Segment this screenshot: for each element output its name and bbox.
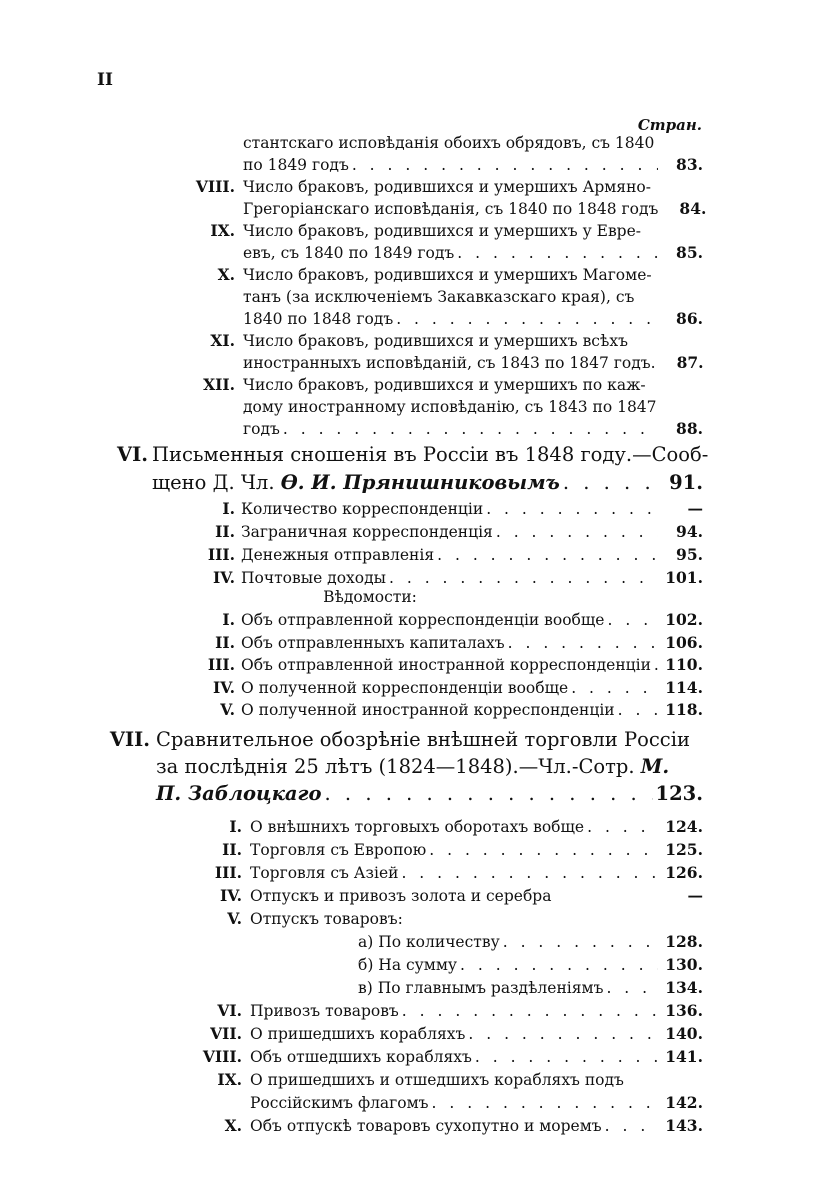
entry-page: 101.	[665, 568, 703, 587]
leader-dots	[437, 544, 658, 566]
entry-page: —	[687, 886, 703, 905]
toc-row	[180, 954, 703, 976]
toc-row	[180, 862, 703, 884]
entry-title: Привозъ товаровъ	[250, 1002, 399, 1020]
leader-dots	[401, 862, 658, 884]
entry-page: 141.	[665, 1047, 703, 1066]
entry-number: IX.	[217, 1070, 242, 1089]
leader-dots	[605, 1115, 658, 1137]
toc-row	[190, 242, 703, 264]
entry-page: 86.	[676, 309, 703, 328]
entry-title: Объ отправленныхъ капиталахъ	[241, 633, 505, 652]
entry-title: Денежныя отправленія	[241, 546, 435, 564]
entry-title: по 1849 годъ	[243, 156, 349, 174]
toc-row	[190, 154, 703, 176]
leader-dots	[475, 1046, 658, 1068]
leader-dots	[457, 242, 658, 264]
entry-number: III.	[214, 863, 242, 882]
entry-page: 91.	[669, 471, 703, 494]
section-heading	[100, 752, 703, 782]
entry-title: О пришедшихъ корабляхъ	[250, 1025, 466, 1043]
entry-title: Число браковъ, родившихся и умершихъ у Евре-	[243, 222, 641, 240]
entry-number: V.	[227, 909, 242, 928]
entry-page: 142.	[665, 1093, 703, 1112]
entry-title: танъ (за исключеніемъ Закавказскаго края), съ	[243, 288, 635, 306]
entry-number: I.	[222, 610, 235, 629]
entry-page: 140.	[665, 1024, 703, 1043]
leader-dots	[606, 977, 658, 999]
author-name: П. Заблоцкаго	[156, 782, 322, 805]
toc-row	[180, 1046, 703, 1068]
entry-title: иностранныхъ исповѣданій, съ 1843 по 1847 годъ.	[243, 354, 656, 372]
leader-dots	[563, 468, 658, 498]
entry-page: 83.	[676, 155, 703, 174]
leader-dots	[503, 931, 658, 953]
toc-row	[180, 1069, 703, 1091]
entry-title: О полученной корреспонденціи вообще	[241, 678, 569, 697]
entry-title: Сравнительное обозрѣніе внѣшней торговли Россіи	[156, 728, 690, 751]
entry-title: Грегоріанскаго исповѣданія, съ 1840 по 1848 годъ	[243, 200, 659, 218]
entry-title: Заграничная корреспонденція	[241, 523, 493, 541]
leader-dots	[283, 418, 658, 440]
entry-page: 143.	[665, 1116, 703, 1135]
toc-row	[190, 632, 703, 654]
toc-row	[190, 654, 703, 676]
toc-row	[190, 418, 703, 440]
leader-dots	[587, 816, 658, 838]
entry-title: годъ	[243, 420, 280, 438]
entry-page: 87.	[676, 353, 704, 372]
leader-dots	[618, 699, 658, 721]
toc-row	[190, 308, 703, 330]
section-heading	[100, 440, 709, 470]
statements-subheading: Вѣдомости:	[323, 588, 417, 606]
toc-row	[190, 132, 703, 154]
entry-page: 88.	[676, 419, 703, 438]
entry-title: Почтовые доходы	[241, 569, 386, 587]
entry-title: О пришедшихъ и отшедшихъ корабляхъ подъ	[250, 1071, 624, 1089]
entry-number: V.	[220, 700, 235, 719]
entry-page: 123.	[655, 782, 703, 805]
entry-title: Число браковъ, родившихся и умершихъ Армяно-	[243, 178, 651, 196]
entry-number: II.	[215, 632, 235, 652]
toc-row	[190, 374, 703, 396]
toc-row	[190, 286, 703, 308]
entry-title: 1840 по 1848 годъ	[243, 310, 394, 328]
entry-title: в) По главнымъ раздѣленіямъ	[358, 979, 604, 997]
leader-dots	[654, 654, 658, 676]
leader-dots	[496, 521, 658, 543]
entry-number: X.	[224, 1116, 242, 1135]
entry-title: за послѣднія 25 лѣтъ (1824—1848).—Чл.-Сотр. М.	[156, 755, 670, 778]
entry-number: VI.	[217, 1001, 242, 1020]
toc-row	[190, 567, 703, 589]
entry-title: Письменныя сношенія въ Россіи въ 1848 году.—Сооб-	[152, 443, 709, 466]
entry-page: 106.	[665, 632, 703, 652]
entry-number: I.	[222, 499, 235, 518]
toc-row	[180, 1092, 703, 1114]
toc-row	[190, 396, 703, 418]
entry-title: Число браковъ, родившихся и умершихъ Магоме-	[243, 266, 652, 284]
leader-dots	[432, 1092, 658, 1114]
entry-number: III.	[207, 545, 235, 564]
entry-page: 126.	[665, 863, 703, 882]
toc-row	[190, 521, 703, 543]
toc-row	[180, 839, 703, 861]
entry-number: VIII.	[195, 177, 235, 196]
entry-page: 118.	[665, 700, 703, 719]
entry-number: XII.	[203, 375, 235, 394]
leader-dots	[468, 1023, 658, 1045]
entry-page: 85.	[676, 243, 703, 262]
entry-page: 114.	[665, 677, 703, 697]
entry-number: IV.	[213, 677, 235, 697]
entry-title: евъ, съ 1840 по 1849 годъ	[243, 244, 455, 262]
toc-row	[180, 1000, 703, 1022]
toc-row	[190, 198, 707, 220]
toc-row	[190, 609, 703, 631]
toc-row	[190, 544, 703, 566]
entry-number: VIII.	[202, 1047, 242, 1066]
toc-row	[190, 330, 703, 352]
entry-title: Объ отправленной иностранной корреспонденціи	[241, 656, 651, 674]
entry-title: Торговля съ Европою	[250, 841, 427, 859]
entry-number: II.	[215, 522, 235, 541]
toc-row	[180, 816, 703, 838]
entry-title: Количество корреспонденціи	[241, 500, 484, 518]
entry-number: VII.	[210, 1024, 242, 1043]
leader-dots	[571, 677, 658, 699]
toc-row	[190, 699, 703, 721]
entry-number: IV.	[213, 568, 235, 587]
author-name: Ѳ. И. Прянишниковымъ	[280, 471, 560, 494]
toc-row	[180, 1023, 703, 1045]
toc-row	[180, 885, 703, 907]
entry-page: —	[687, 499, 703, 518]
entry-title: Объ отшедшихъ корабляхъ	[250, 1048, 472, 1066]
toc-row	[190, 352, 703, 374]
entry-title: Отпускъ товаровъ:	[250, 910, 403, 928]
entry-title: О внѣшнихъ торговыхъ оборотахъ вобще	[250, 818, 585, 836]
toc-row	[190, 677, 703, 699]
entry-number: IX.	[210, 221, 235, 240]
entry-number: I.	[229, 817, 242, 836]
section-heading	[100, 779, 703, 809]
entry-page: 95.	[676, 545, 703, 564]
entry-title: стантскаго исповѣданія обоихъ обрядовъ, съ 1840	[243, 134, 655, 152]
entry-page: 110.	[665, 655, 703, 674]
entry-title: щено Д. Чл. Ѳ. И. Прянишниковымъ	[152, 471, 560, 494]
entry-title: Объ отправленной корреспонденціи вообще	[241, 611, 605, 629]
entry-title: О полученной иностранной корреспонденціи	[241, 701, 615, 719]
leader-dots	[402, 1000, 658, 1022]
section-heading	[100, 468, 703, 498]
entry-number: VII.	[109, 728, 150, 751]
leader-dots	[325, 779, 653, 809]
entry-page: 130.	[665, 955, 703, 974]
leader-dots	[396, 308, 658, 330]
entry-page: 102.	[665, 610, 703, 629]
entry-page: 125.	[665, 840, 703, 859]
toc-row	[190, 220, 703, 242]
toc-row	[180, 908, 703, 930]
section-heading	[100, 725, 703, 755]
toc-row	[180, 1115, 703, 1137]
entry-title: б) На сумму	[358, 956, 458, 974]
page-column-header: Стран.	[637, 116, 702, 134]
leader-dots	[508, 632, 658, 654]
entry-page: 124.	[665, 817, 703, 836]
entry-page: 136.	[665, 1001, 703, 1020]
entry-title: Россійскимъ флагомъ	[250, 1094, 429, 1112]
toc-row	[180, 931, 703, 953]
entry-page: 128.	[665, 932, 703, 951]
entry-number: XI.	[210, 331, 235, 350]
leader-dots	[352, 154, 658, 176]
entry-page: 134.	[665, 978, 703, 997]
entry-number: IV.	[220, 886, 242, 905]
entry-title: Число браковъ, родившихся и умершихъ всѣхъ	[243, 332, 628, 350]
author-name: М.	[640, 755, 670, 778]
leader-dots	[460, 954, 658, 976]
entry-title: а) По количеству	[358, 933, 500, 951]
entry-number: VI.	[116, 443, 148, 466]
entry-page: 94.	[676, 522, 703, 541]
entry-title	[156, 779, 322, 809]
entry-number: III.	[207, 655, 235, 674]
toc-row	[180, 977, 703, 999]
toc-row	[190, 264, 703, 286]
entry-title: Объ отпускѣ товаровъ сухопутно и моремъ	[250, 1117, 602, 1135]
entry-title: Отпускъ и привозъ золота и серебра	[250, 887, 552, 905]
entry-title: Торговля съ Азіей	[250, 864, 399, 882]
toc-row	[190, 498, 703, 520]
entry-page: 84.	[679, 199, 707, 218]
leader-dots	[486, 498, 658, 520]
toc-row	[190, 176, 703, 198]
leader-dots	[389, 567, 658, 589]
entry-title: дому иностранному исповѣданію, съ 1843 по 1847	[243, 398, 657, 416]
leader-dots	[607, 609, 658, 631]
entry-number: X.	[217, 265, 235, 284]
page-number: II	[97, 70, 113, 90]
entry-number: II.	[222, 840, 242, 859]
entry-title: Число браковъ, родившихся и умершихъ по каж-	[243, 376, 646, 394]
leader-dots	[429, 839, 658, 861]
